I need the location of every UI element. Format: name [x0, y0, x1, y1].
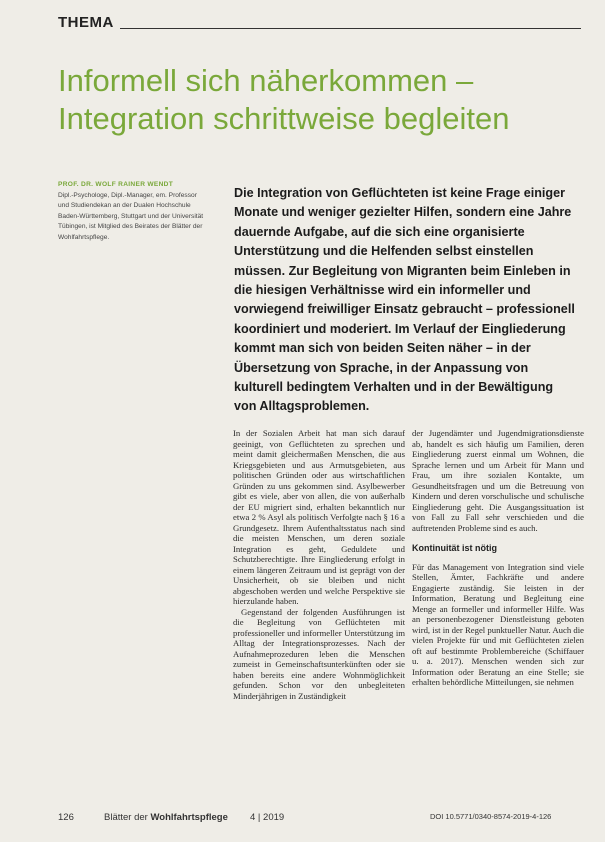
lead-paragraph: Die Integration von Geflüchteten ist keine Frage einiger Monate und weniger gezielter Hilfen, sondern eine Jahre dauernde Aufgabe, auf die sich eine organisierte Unterstützung und die Helfenden selbst einstellen müssen. Zur Begleitung von Migranten beim Einleben in die hiesigen Verhältnisse wird ein informeller und vorwiegend freiwilliger Einsatz gebraucht – professionell koordiniert und moderiert. Im Verlauf der Eingliederung kommt man sich von beiden Seiten näher – in der Übersetzung von Sprache, in der Anpassung von kulturell bedingtem Verhalten und in der Bewältigung von Alltagsproblemen.	[234, 186, 575, 414]
author-block	[58, 180, 206, 244]
header-rule	[120, 28, 581, 29]
page-number: 126	[58, 812, 74, 823]
section-label: THEMA	[58, 14, 114, 31]
body-paragraph: In der Sozialen Arbeit hat man sich darauf geeinigt, von Geflüchteten zu sprechen und meint damit gleichermaßen Menschen, die aus Kriegsgebieten und aus Armutsgebieten, aus politischen Gründen oder aus wirtschaftlichen Gründen zu uns gekommen sind. Asylbewerber gibt es viele, aber von allen, die von außerhalb der EU migriert sind, erhalten bekanntlich nur etwa 2 % Asyl als politisch Verfolgte nach § 16 a Grundgesetz. Ihrem Aufenthaltsstatus nach sind die meisten Menschen, um deren soziale Integration es geht, Geduldete und Schutzberechtigte. Ihre Eingliederung erfolgt in einem längeren Zeitraum und ist geprägt von der Unsicherheit, ob sie bleiben und nicht abgeschoben werden und welche Perspektive sie hierzulande haben.	[233, 428, 405, 606]
doi: DOI 10.5771/0340-8574-2019-4-126	[430, 812, 552, 821]
body-column-right	[412, 428, 584, 688]
journal-name-bold: Wohlfahrtspflege	[150, 812, 228, 823]
body-paragraph: der Jugendämter und Jugendmigrationsdienste ab, handelt es sich häufig um Familien, deren Eingliederung zuerst einmal um Wohnen, die Sprache lernen und um Arbeit für Mann und Frau, um ihre sozialen Kontakte, um Gesundheitsfragen und um die Betreuung von Kindern und deren vorschulische und schulische Eingliederung geht. Die Ausgangssituation ist von Fall zu Fall sehr verschieden und die auftretenden Probleme sind es auch.	[412, 428, 584, 533]
author-name: PROF. DR. WOLF RAINER WENDT	[58, 181, 174, 188]
subheading: Kontinuität ist nötig	[412, 543, 497, 553]
article-title: Informell sich näherkommen – Integration schrittweise begleiten	[58, 63, 510, 136]
issue-number: 4 | 2019	[250, 812, 285, 823]
body-paragraph: Gegenstand der folgenden Ausführungen ist die Begleitung von Geflüchteten mit professioneller und informeller Unterstützung im Alltag der Integrationsprozesses. Nach der Aufnahmeprozeduren leben die Menschen zumeist in Gemeinschaftsunterkünften oder sie haben bereits eine andere Wohnmöglichkeit gefunden. Schon vor den unbegleiteten Minderjährigen in Zuständigkeit	[233, 606, 405, 701]
body-column-left	[233, 428, 405, 701]
body-paragraph: Für das Management von Integration sind viele Stellen, Ämter, Fachkräfte und andere Engagierte zuständig. Sie leisten in der Information, Beratung und Begleitung eine Menge an formeller und informeller Hilfe. Was an personenbezogener Dienstleistung geboten wird, ist in der Regel punktueller Natur. Auch die vielen Projekte für und mit Geflüchteten zielen oft auf bestimmte Problembereiche (Schiffauer u. a. 2017). Menschen wenden sich zur Information oder Beratung an eine Stelle; sie erhalten behördliche Mitteilungen, sie nehmen	[412, 561, 584, 687]
journal-name	[104, 812, 228, 823]
journal-prefix: Blätter der	[104, 812, 151, 823]
author-bio: Dipl.-Psychologe, Dipl.-Manager, em. Professor und Studiendekan an der Dualen Hochschule Baden-Württemberg, Stuttgart und der Universität Tübingen, ist Mitglied des Beirates der Blätter der Wohlfahrtspflege.	[58, 191, 204, 241]
